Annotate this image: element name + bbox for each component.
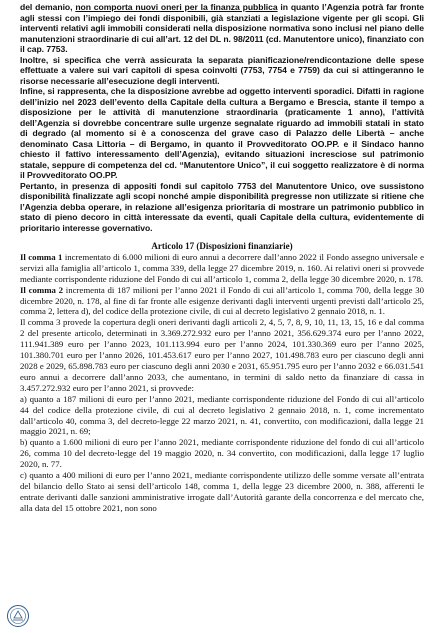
text-span: in quanto l’Agenzia potrà far fronte agli stessi con l’impiego dei fondi disponibili, già stanziati a legislazione vigente per gli scopi. Gli interventi relativi agli immobili considerati nella disposizione normativa sono inclusi nel piano delle manutenzioni straordinarie di cui all’art. 12 del DL n. 98/2011 (cd. Manutentore unico), finanziato con il cap. 7753. [20, 2, 424, 54]
comma-label: Il comma 1 [20, 251, 63, 262]
article-title: Articolo 17 (Disposizioni finanziarie) [151, 241, 293, 251]
text-span: del demanio, [20, 2, 76, 12]
paragraph-spending-chapters: Inoltre, si specifica che verrà assicurata la separata pianificazione/rendicontazione delle spese effettuate a valere sui vari capitoli di spesa coinvolti (7753, 7754 e 7759) da cui si attingeranno le risorse necessarie all’esecuzione degli interventi. [20, 54, 424, 86]
list-item-a: a) quanto a 187 milioni di euro per l’anno 2021, mediante corrispondente riduzione del Fondo di cui all’articolo 44 del codice della protezione civile, di cui al decreto legislativo 2 gennaio 2018, n. 1, come incrementato dall’articolo 40, comma 3, del decreto-legge 22 marzo 2021, n. 41, convertito, con modificazioni, dalla legge 21 maggio 2021, n. 69; [20, 393, 424, 437]
senate-seal-icon [6, 604, 30, 628]
underlined-text: non comporta nuovi oneri per la finanza pubblica [75, 2, 278, 12]
list-item-b: b) quanto a 1.600 milioni di euro per l’anno 2021, mediante corrispondente riduzione del fondo di cui all’articolo 26, comma 10 del decreto-legge del 19 maggio 2020, n. 34 convertito, con modificazioni, dalla legge 17 luglio 2020, n. 77. [20, 437, 424, 470]
paragraph-conclusion: Pertanto, in presenza di appositi fondi sul capitolo 7753 del Manutentore Unico, ove sussistono disponibilità finalizzate agli scopi nonché ampie disponibilità pregresse non utilizzate si ritiene che l’Agenzia debba operare, in relazione all’esigenza prioritaria di mostrare un patrimonio pubblico in stato di pieno decoro in città interessate da eventi, quali Capitale della cultura, evidentemente di prioritario interesse governativo. [20, 180, 424, 233]
paragraph-funding [20, 2, 424, 55]
paragraph-interventions: Infine, si rappresenta, che la disposizione avrebbe ad oggetto interventi sporadici. Difatti in ragione dell’inizio nel 2023 dell’evento della Capitale della cultura a Bergamo e Brescia, stante il tempo a disposizione per le attività di manutenzione straordinaria (praticamente 1 anno), l’attività dell’Agenzia si dovrebbe concentrare sulle urgenze segnalate riguardo ad immobili statali in stato di degrado (al momento si è a conoscenza del grave caso di Palazzo delle Libertà – anche denominato Casa Littoria – di Bergamo, in quanto il Provveditorato OO.PP. e il Sindaco hanno chiesto il fattivo interessamento dell’Agenzia), evitando situazioni incresciose sul patrimonio statale, seppure di competenza del cd. “Manutentore Unico”, il cui soggetto realizzatore è di norma il Provveditorato OO.PP. [20, 86, 424, 180]
comma-1 [20, 252, 424, 285]
comma-2 [20, 285, 424, 318]
comma-text: incrementa di 187 milioni per l’anno 2021 il Fondo di cui all’articolo 1, comma 700, della legge 30 dicembre 2020, n. 178, al fine di far fronte alle esigenze derivanti dagli interventi urgenti previsti dall’articolo 25, comma 2, lettera d), del codice della protezione civile, di cui al decreto legislativo 2 gennaio 2018, n. 1. [20, 284, 424, 317]
comma-label: Il comma 2 [20, 284, 64, 295]
list-item-c: c) quanto a 400 milioni di euro per l’anno 2021, mediante corrispondente utilizzo delle somme versate all’entrata del bilancio dello Stato ai sensi dell’articolo 148, comma 1, della legge 23 dicembre 2000, n. 388, afferenti le entrate derivanti dalle sanzioni amministrative irrogate dall’Autorità garante della concorrenza e del mercato che, alla data del 15 ottobre 2021, non sono [20, 470, 424, 513]
comma-text: incrementato di 6.000 milioni di euro annui a decorrere dall’anno 2022 il Fondo assegno universale e servizi alla famiglia all’articolo 1, comma 339, della legge 27 dicembre 2019, n. 160. Ai relativi oneri si provvede mediante corrispondente riduzione del Fondo di cui all’articolo 1, comma 2, della legge 30 dicembre 2020, n. 178. [20, 251, 424, 284]
comma-3: Il comma 3 provede la copertura degli oneri derivanti dagli articoli 2, 4, 5, 7, 8, 9, 10, 11, 13, 15, 16 e dal comma 2 del presente articolo, determinati in 3.369.272.932 euro per l’anno 2021, 356.629.374 euro per l’anno 2022, 111.941.389 euro per l’anno 2023, 101.113.994 euro per l’anno 2024, 101.330.369 euro per l’anno 2025, 101.380.701 euro per l’anno 2026, 101.453.617 euro per l’anno 2027, 101.498.783 euro per ciascuno degli anni 2028 e 2029, 65.898.783 euro per ciascuno degli anni 2030 e 2031, 65.951.795 euro per l’anno 2032 e 66.031.541 euro annui a decorrere dall’anno 2033, che aumentano, in termini di saldo netto da finanziare di cassa in 3.457.272.932 euro per l’anno 2021, si provvede: [20, 317, 424, 393]
technical-report-section [20, 2, 424, 233]
article-17-section [20, 241, 424, 514]
